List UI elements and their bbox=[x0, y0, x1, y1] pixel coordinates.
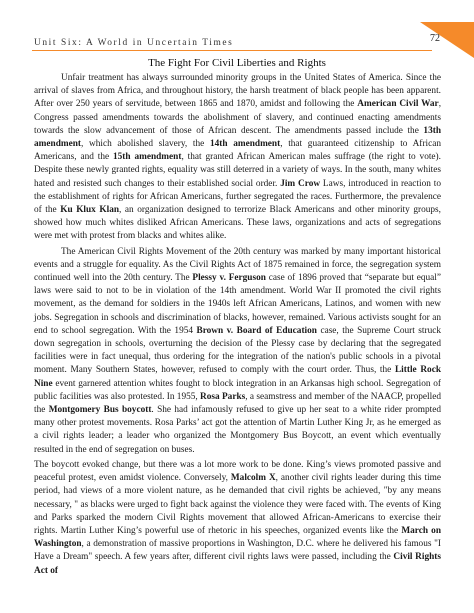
paragraph-text: , an organization designed to terrorize Black Americans and other minority groups, showed how much whites disliked African Americans. These laws, organizations and acts of segregations were met with protest from blacks and whites alike. bbox=[34, 205, 441, 242]
page-number: 72 bbox=[430, 33, 440, 44]
paragraph-text: Laws, introduced in reaction to the establishment of rights for African Americans, further segregated the races. Furthermore, the prevalence of the bbox=[34, 178, 441, 216]
paragraph-text: Unfair treatment has always surrounded minority groups in the United States of America. Since the arrival of slaves from Africa, and throughout history, the harsh treatment of black people has been apparent. After over 250 years of servitude, between 1865 and 1870, amidst and following the bbox=[34, 73, 441, 110]
header-rule bbox=[32, 50, 432, 51]
paragraph-text: The American Civil Rights Movement of the 20th century was marked by many important historical events and a struggle for equality. As the Civil Rights Act of 1875 remained in force, the segregation system continued well into the 20th century. The bbox=[34, 246, 441, 284]
paragraph-text: , that granted African American males suffrage (the right to vote). Despite these newly granted rights, equality was still deterred in a variety of ways. In the south, many whites hated and resisted such changes to their established social order. bbox=[34, 152, 441, 189]
key-term: Malcolm X bbox=[230, 473, 276, 484]
key-term: American Civil War bbox=[357, 99, 439, 110]
paragraph-text: , a seamstress and member of the NAACP, propelled the bbox=[34, 391, 441, 416]
paragraph-text: event garnered attention whites fought to block integration in an Arkansas high school. Segregation of public facilities was also protested. In 1955, bbox=[34, 378, 441, 402]
key-term: Ku Klux Klan bbox=[60, 205, 120, 216]
corner-tab-decoration bbox=[414, 0, 474, 62]
key-term: March on Washington bbox=[34, 525, 441, 550]
article-body bbox=[34, 72, 441, 578]
paragraph-text: , Congress passed amendments towards the abolishment of slavery, and continued enacting amendments towards the slow advancement of those of African descent. The amendments passed include the bbox=[34, 99, 442, 136]
key-term: Jim Crow bbox=[280, 178, 321, 189]
paragraph-text: case of 1896 proved that “separate but equal” laws were said to not to be in violation of the 14th amendment. World War II promoted the civil rights movement, as the demand for soldiers in the 1940s left African Americans, Latinos, and women with new jobs. Segregation in schools and discrimination of blacks, however, remained. Various activists sought for an end to school segregation. With the 1954 bbox=[34, 273, 441, 336]
paragraph bbox=[34, 459, 441, 578]
paragraph-text: case, the Supreme Court struck down segregation in schools, overturning the decision of the Plessy case by declaring that the segregated facilities were in fact unequal, thus ordering for the integration of the nation's public schools in a pivotal moment. Many Southern States, however, refused to comply with the court order. Thus, the bbox=[34, 325, 441, 376]
key-term: Brown v. Board of Education bbox=[196, 325, 317, 336]
paragraph-text: . She had infamously refused to give up her seat to a white rider prompted many other protest movements. Rosa Parks’ act got the attention of Martin Luther King Jr, as he emerged as a civil rights leader; a leader who organized the Montgomery Bus Boycott, an event which eventually resulted in the end of segregation on buses. bbox=[34, 405, 441, 455]
paragraph-text: , a demonstration of massive proportions in Washington, D.C. where he delivered his famous "I Have a Dream" speech. A few years after, different civil rights laws were passed, including the bbox=[34, 539, 441, 563]
paragraph-text: , that guaranteed citizenship to African Americans, and the bbox=[34, 139, 441, 163]
paragraph-text: , another civil rights leader during this time period, had views of a more violent nature, as he demanded that civil rights be achieved, "by any means necessary, " as blacks were urged to fight back against the violence they were faced with. The events of King and Parks sparked the modern Civil Rights movement that allowed African-Americans to exercise their rights. Martin Luther King’s powerful use of rhetoric in his speeches, organized events like the bbox=[34, 473, 442, 536]
key-term: Rosa Parks bbox=[200, 391, 246, 402]
running-header: Unit Six: A World in Uncertain Times bbox=[34, 38, 234, 48]
paragraph-text: The boycott evoked change, but there was a lot more work to be done. King’s views promoted passive and peaceful protest, even amidst violence. Conversely, bbox=[34, 459, 441, 484]
section-title: The Fight For Civil Liberties and Rights bbox=[148, 57, 326, 69]
paragraph bbox=[34, 72, 441, 244]
key-term: 13th amendment bbox=[34, 125, 441, 150]
paragraph bbox=[34, 246, 441, 457]
key-term: Montgomery Bus boycott bbox=[48, 405, 152, 416]
key-term: 15th amendment bbox=[113, 152, 182, 163]
key-term: Plessy v. Ferguson bbox=[192, 273, 266, 284]
key-term: Little Rock Nine bbox=[34, 365, 441, 389]
paragraph-text: , which abolished slavery, the bbox=[81, 139, 210, 150]
key-term: 14th amendment bbox=[209, 139, 281, 150]
key-term: Civil Rights Act of bbox=[34, 552, 441, 576]
